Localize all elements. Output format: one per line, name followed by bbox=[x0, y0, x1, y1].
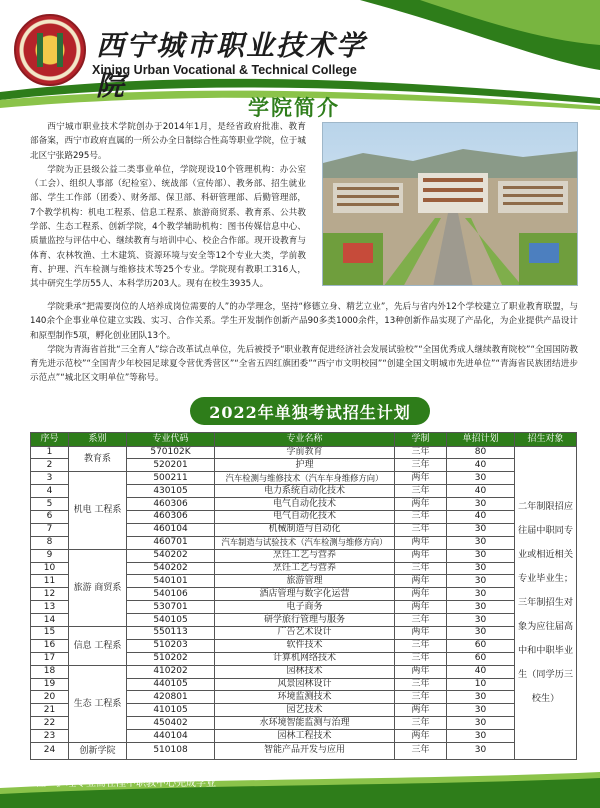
cell-code: 440104 bbox=[127, 730, 215, 743]
cell-years: 三年 bbox=[395, 485, 447, 498]
cell-major: 计算机网络技术 bbox=[215, 652, 395, 665]
cell-major: 酒店管理与数字化运营 bbox=[215, 588, 395, 601]
cell-code: 540106 bbox=[127, 588, 215, 601]
header-no: 序号 bbox=[31, 433, 69, 447]
cell-no: 3 bbox=[31, 472, 69, 485]
cell-no: 20 bbox=[31, 691, 69, 704]
cell-major: 研学旅行管理与服务 bbox=[215, 614, 395, 627]
cell-no: 5 bbox=[31, 498, 69, 511]
cell-quota: 40 bbox=[447, 665, 515, 678]
cell-major: 广告艺术设计 bbox=[215, 626, 395, 639]
cell-major: 护理 bbox=[215, 459, 395, 472]
cell-department: 机电 工程系 bbox=[69, 472, 127, 549]
cell-department: 教育系 bbox=[69, 446, 127, 472]
cell-department: 生态 工程系 bbox=[69, 665, 127, 742]
cell-years: 三年 bbox=[395, 742, 447, 759]
intro-paragraph-4: 学院为青海省首批“三全育人”综合改革试点单位，先后被授予“职业教育促进经济社会发展试验校”“全国优秀成人继续教育院校”“全国国防教育先进示范校”“全国青少年校园足球夏令营优秀营区”“全省五四红旗团委”“西宁市文明校园”“创建全国文明城市先进单位”“青海省民族团结进步示范点”“城北区文明单位”等称号。 bbox=[30, 344, 578, 384]
cell-code: 540101 bbox=[127, 575, 215, 588]
cell-major: 软件技术 bbox=[215, 639, 395, 652]
cell-years: 两年 bbox=[395, 730, 447, 743]
cell-major: 机械制造与自动化 bbox=[215, 523, 395, 536]
school-name-cn: 西宁城市职业技术学院 bbox=[96, 29, 367, 102]
header-code: 专业代码 bbox=[127, 433, 215, 447]
cell-quota: 40 bbox=[447, 459, 515, 472]
cell-code: 510203 bbox=[127, 639, 215, 652]
cell-major: 园林工程技术 bbox=[215, 730, 395, 743]
cell-code: 460701 bbox=[127, 536, 215, 549]
cell-quota: 60 bbox=[447, 652, 515, 665]
cell-quota: 30 bbox=[447, 704, 515, 717]
table-body bbox=[31, 446, 577, 759]
cell-code: 440105 bbox=[127, 678, 215, 691]
cell-no: 17 bbox=[31, 652, 69, 665]
plan-title-banner bbox=[190, 397, 430, 425]
cell-quota: 30 bbox=[447, 523, 515, 536]
cell-years: 三年 bbox=[395, 691, 447, 704]
cell-no: 10 bbox=[31, 562, 69, 575]
cell-code: 500211 bbox=[127, 472, 215, 485]
header-major: 专业名称 bbox=[215, 433, 395, 447]
cell-code: 530701 bbox=[127, 601, 215, 614]
cell-quota: 60 bbox=[447, 639, 515, 652]
cell-years: 三年 bbox=[395, 459, 447, 472]
table-row bbox=[31, 472, 577, 485]
cell-no: 14 bbox=[31, 614, 69, 627]
cell-quota: 40 bbox=[447, 485, 515, 498]
header-dept: 系别 bbox=[69, 433, 127, 447]
cell-major: 旅游管理 bbox=[215, 575, 395, 588]
cell-code: 550113 bbox=[127, 626, 215, 639]
intro-paragraph-3: 学院秉承“把需要岗位的人培养成岗位需要的人”的办学理念，坚持“修德立身、精艺立业”，先后与省内外12个学校建立了职业教育联盟，与140余个企事业单位建立实践、实习、合作关系。学生开发制作创新产品90多类1000余件，13种创新作品实现了产品化，为企业提供产品设计和原型制作5项，孵化创业团队13个。 bbox=[30, 302, 578, 341]
cell-code: 520201 bbox=[127, 459, 215, 472]
cell-quota: 30 bbox=[447, 549, 515, 562]
school-name-en: Xining Urban Vocational & Technical College bbox=[92, 63, 357, 77]
cell-no: 19 bbox=[31, 678, 69, 691]
cell-no: 8 bbox=[31, 536, 69, 549]
cell-years: 两年 bbox=[395, 601, 447, 614]
cell-years: 两年 bbox=[395, 536, 447, 549]
cell-quota: 30 bbox=[447, 472, 515, 485]
cell-no: 13 bbox=[31, 601, 69, 614]
cell-code: 570102K bbox=[127, 446, 215, 459]
cell-years: 两年 bbox=[395, 704, 447, 717]
cell-quota: 30 bbox=[447, 588, 515, 601]
cell-years: 两年 bbox=[395, 472, 447, 485]
cell-years: 两年 bbox=[395, 575, 447, 588]
cell-years: 三年 bbox=[395, 562, 447, 575]
cell-years: 三年 bbox=[395, 678, 447, 691]
cell-years: 三年 bbox=[395, 717, 447, 730]
college-logo bbox=[14, 14, 86, 86]
cell-no: 15 bbox=[31, 626, 69, 639]
table-row bbox=[31, 626, 577, 639]
intro-text-full bbox=[30, 300, 578, 386]
cell-major: 智能产品开发与应用 bbox=[215, 742, 395, 759]
cell-major: 园林技术 bbox=[215, 665, 395, 678]
cell-code: 450402 bbox=[127, 717, 215, 730]
cell-code: 510108 bbox=[127, 742, 215, 759]
intro-paragraph-2: 学院为正县级公益二类事业单位，学院现设10个管理机构：办公室（工会）、组织人事部（纪检室）、统战部（宣传部）、教务部、招生就业部、学生工作部（团委）、财务部、保卫部、科研管理部、后勤管理部，7个教学机构：机电工程系、信息工程系、旅游商贸系、教育系、公共教学部、生态工程系、创新学院，4个教学辅助机构：图书传媒信息中心、质量监控与评估中心、继续教育与培训中心、校企合作部。现开设教育与体育、农林牧渔、土木建筑、资源环境与安全等12个专业大类，学前教育、护理、汽车检测与维修技术等25个专业。学院现有教职工316人，其中研究生学历55人、本科学历203人。现有在校生3935人。 bbox=[30, 164, 306, 290]
cell-no: 1 bbox=[31, 446, 69, 459]
cell-quota: 10 bbox=[447, 678, 515, 691]
cell-quota: 40 bbox=[447, 510, 515, 523]
intro-text-column bbox=[30, 120, 306, 292]
enrollment-plan-table bbox=[30, 432, 577, 760]
cell-major: 汽车制造与试验技术（汽车检测与维修方向） bbox=[215, 536, 395, 549]
cell-years: 两年 bbox=[395, 665, 447, 678]
cell-quota: 30 bbox=[447, 575, 515, 588]
cell-years: 三年 bbox=[395, 446, 447, 459]
campus-aerial-photo bbox=[322, 122, 578, 286]
cell-major: 电气自动化技术 bbox=[215, 510, 395, 523]
cell-code: 460306 bbox=[127, 510, 215, 523]
intro-paragraph-1: 西宁城市职业技术学院创办于2014年1月，是经省政府批准、教育部备案，西宁市政府直属的一所公办全日制综合性高等职业学院，位于城北区宁张路295号。 bbox=[30, 122, 306, 161]
cell-years: 两年 bbox=[395, 626, 447, 639]
cell-quota: 30 bbox=[447, 717, 515, 730]
cell-no: 12 bbox=[31, 588, 69, 601]
cell-code: 420801 bbox=[127, 691, 215, 704]
section-title: 学院简介 bbox=[248, 95, 340, 120]
cell-no: 23 bbox=[31, 730, 69, 743]
cell-quota: 30 bbox=[447, 498, 515, 511]
cell-code: 540202 bbox=[127, 562, 215, 575]
table-row bbox=[31, 665, 577, 678]
cell-quota: 80 bbox=[447, 446, 515, 459]
cell-no: 21 bbox=[31, 704, 69, 717]
cell-quota: 30 bbox=[447, 691, 515, 704]
cell-no: 4 bbox=[31, 485, 69, 498]
cell-major: 烹饪工艺与营养 bbox=[215, 549, 395, 562]
cell-major: 学前教育 bbox=[215, 446, 395, 459]
cell-no: 24 bbox=[31, 742, 69, 759]
header-target: 招生对象 bbox=[515, 433, 577, 447]
cell-major: 风景园林设计 bbox=[215, 678, 395, 691]
cell-code: 410202 bbox=[127, 665, 215, 678]
cell-years: 三年 bbox=[395, 652, 447, 665]
table-header-row bbox=[31, 433, 577, 447]
cell-major: 电子商务 bbox=[215, 601, 395, 614]
table-row bbox=[31, 446, 577, 459]
header-years: 学制 bbox=[395, 433, 447, 447]
cell-quota: 30 bbox=[447, 562, 515, 575]
cell-no: 11 bbox=[31, 575, 69, 588]
cell-quota: 30 bbox=[447, 742, 515, 759]
cell-code: 510202 bbox=[127, 652, 215, 665]
cell-department: 创新学院 bbox=[69, 742, 127, 759]
cell-major: 烹饪工艺与营养 bbox=[215, 562, 395, 575]
cell-major: 汽车检测与维修技术（汽车车身维修方向） bbox=[215, 472, 395, 485]
cell-years: 三年 bbox=[395, 523, 447, 536]
cell-no: 16 bbox=[31, 639, 69, 652]
cell-code: 460104 bbox=[127, 523, 215, 536]
footnote: 注：护理专业需在湟中职教中心完成学业 bbox=[36, 778, 216, 789]
cell-no: 2 bbox=[31, 459, 69, 472]
cell-quota: 30 bbox=[447, 626, 515, 639]
cell-years: 两年 bbox=[395, 498, 447, 511]
cell-major: 电气自动化技术 bbox=[215, 498, 395, 511]
plan-title: 2022年单独考试招生计划 bbox=[209, 402, 411, 422]
table-row bbox=[31, 549, 577, 562]
cell-years: 三年 bbox=[395, 639, 447, 652]
cell-code: 540202 bbox=[127, 549, 215, 562]
cell-years: 两年 bbox=[395, 588, 447, 601]
table-row bbox=[31, 742, 577, 759]
cell-code: 540105 bbox=[127, 614, 215, 627]
cell-years: 三年 bbox=[395, 614, 447, 627]
cell-no: 22 bbox=[31, 717, 69, 730]
cell-quota: 30 bbox=[447, 730, 515, 743]
cell-no: 18 bbox=[31, 665, 69, 678]
cell-no: 9 bbox=[31, 549, 69, 562]
cell-code: 460306 bbox=[127, 498, 215, 511]
cell-enrollment-target: 二年制限招应往届中职同专业或相近相关专业毕业生；三年制招生对象为应往届高中和中职毕业生（同学历三校生） bbox=[515, 446, 577, 759]
header-quota: 单招计划 bbox=[447, 433, 515, 447]
cell-major: 园艺技术 bbox=[215, 704, 395, 717]
cell-department: 信息 工程系 bbox=[69, 626, 127, 665]
cell-quota: 30 bbox=[447, 601, 515, 614]
cell-major: 水环境智能监测与治理 bbox=[215, 717, 395, 730]
cell-years: 三年 bbox=[395, 510, 447, 523]
cell-years: 两年 bbox=[395, 549, 447, 562]
cell-quota: 30 bbox=[447, 614, 515, 627]
cell-no: 6 bbox=[31, 510, 69, 523]
cell-quota: 30 bbox=[447, 536, 515, 549]
cell-no: 7 bbox=[31, 523, 69, 536]
cell-code: 410105 bbox=[127, 704, 215, 717]
cell-major: 电力系统自动化技术 bbox=[215, 485, 395, 498]
cell-department: 旅游 商贸系 bbox=[69, 549, 127, 626]
cell-major: 环境监测技术 bbox=[215, 691, 395, 704]
cell-code: 430105 bbox=[127, 485, 215, 498]
